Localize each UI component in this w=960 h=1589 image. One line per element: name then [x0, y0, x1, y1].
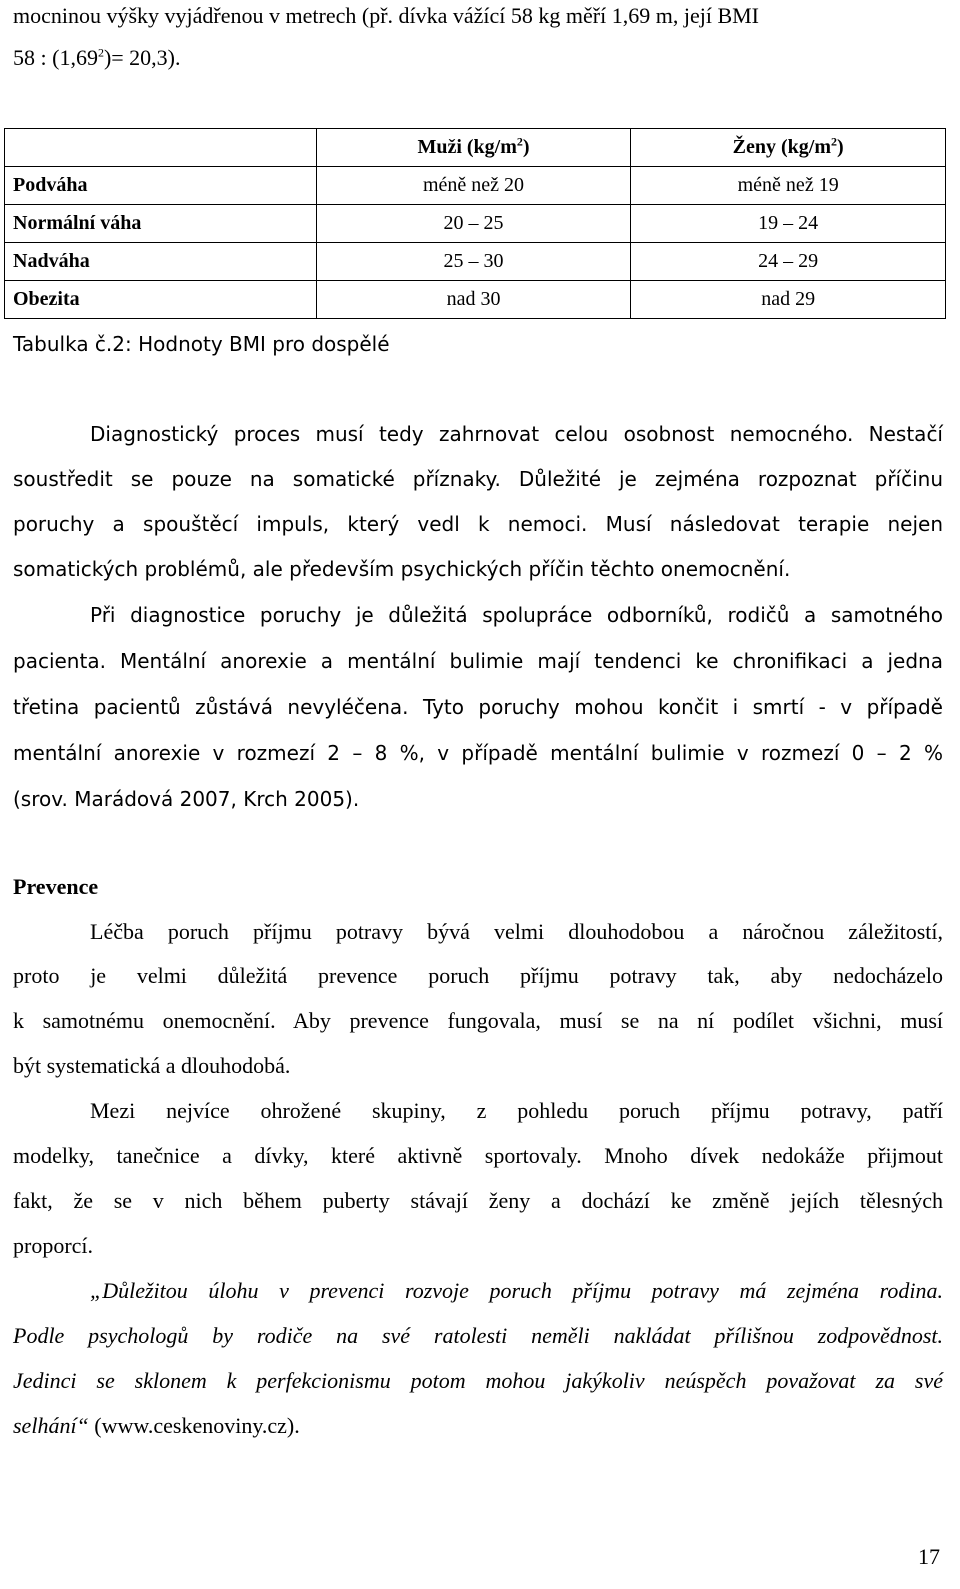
bmi-table [4, 128, 946, 319]
table-row [5, 167, 946, 205]
quote-line-last [13, 1412, 943, 1440]
row-label: Obezita [5, 281, 317, 319]
intro-line-2 [13, 44, 943, 72]
paragraph-line: poruchy a spouštěcí impuls, který vedl k nemoci. Musí následovat terapie nejen [13, 512, 943, 536]
quote-end: selhání“ [13, 1413, 89, 1438]
row-men: 25 – 30 [316, 243, 631, 281]
paragraph-line: soustředit se pouze na somatické příznaky. Důležité je zejména rozpoznat příčinu [13, 467, 943, 491]
table-header-men: Muži $(kg/m^2)$ [316, 129, 631, 167]
intro-line-1: mocninou výšky vyjádřenou v metrech (př. dívka vážící 58 kg měří 1,69 m, její BMI [13, 3, 760, 28]
paragraph-line: somatických problémů, ale především psychických příčin těchto onemocnění. [13, 557, 791, 581]
table-row [5, 205, 946, 243]
row-label: Podváha [5, 167, 317, 205]
paragraph-line: třetina pacientů zůstává nevyléčena. Tyto poruchy mohou končit i smrtí - v případě [13, 695, 943, 719]
table-header-empty [5, 129, 317, 167]
paragraph-line: mentální anorexie v rozmezí 2 – 8 %, v případě mentální bulimie v rozmezí 0 – 2 % [13, 741, 943, 765]
paragraph-line: modelky, tanečnice a dívky, které aktivně sportovaly. Mnoho dívek nedokáže přijmout [13, 1143, 943, 1168]
page-number: 17 [918, 1544, 940, 1569]
paragraph-line: k samotnému onemocnění. Aby prevence fungovala, musí se na ní podílet všichni, musí [13, 1008, 943, 1033]
table-header-women: Ženy $(kg/m^2)$ [631, 129, 946, 167]
intro-superscript: 2 [97, 45, 104, 60]
intro-line-2-b: )= 20,3). [103, 45, 181, 70]
row-men: nad 30 [316, 281, 631, 319]
row-women: 24 – 29 [631, 243, 946, 281]
quote-source: (www.ceskenoviny.cz). [88, 1413, 300, 1438]
row-women: 19 – 24 [631, 205, 946, 243]
paragraph-line: proporcí. [13, 1233, 94, 1258]
row-women: nad 29 [631, 281, 946, 319]
table-row [5, 281, 946, 319]
paragraph-line: proto je velmi důležitá prevence poruch příjmu potravy tak, aby nedocházelo [13, 963, 943, 988]
section-heading: Prevence [13, 874, 99, 899]
row-label: Normální váha [5, 205, 317, 243]
quote-line: „Důležitou úlohu v prevenci rozvoje poruch příjmu potravy má zejména rodina. [90, 1278, 943, 1303]
paragraph-line: fakt, že se v nich během puberty stávají ženy a dochází ke změně jejích tělesných [13, 1188, 943, 1213]
paragraph-line: Mezi nejvíce ohrožené skupiny, z pohledu poruch příjmu potravy, patří [90, 1098, 943, 1123]
table-caption: Tabulka č.2: Hodnoty BMI pro dospělé [13, 332, 390, 356]
quote-line: Podle psychologů by rodiče na své ratolesti neměli nakládat přílišnou zodpovědnost. [13, 1323, 943, 1348]
row-women: méně než 19 [631, 167, 946, 205]
row-men: méně než 20 [316, 167, 631, 205]
paragraph-line: Při diagnostice poruchy je důležitá spolupráce odborníků, rodičů a samotného [90, 603, 943, 627]
intro-line-2-a: 58 : (1,69 [13, 45, 98, 70]
table-row [5, 243, 946, 281]
quote-line: Jedinci se sklonem k perfekcionismu potom mohou jakýkoliv neúspěch považovat za své [13, 1368, 943, 1393]
paragraph-line: být systematická a dlouhodobá. [13, 1053, 291, 1078]
paragraph-line: (srov. Marádová 2007, Krch 2005). [13, 787, 360, 811]
paragraph-line: Léčba poruch příjmu potravy bývá velmi dlouhodobou a náročnou záležitostí, [90, 919, 943, 944]
table-header-row [5, 129, 946, 167]
paragraph-line: pacienta. Mentální anorexie a mentální bulimie mají tendenci ke chronifikaci a jedna [13, 649, 943, 673]
row-men: 20 – 25 [316, 205, 631, 243]
paragraph-line: Diagnostický proces musí tedy zahrnovat celou osobnost nemocného. Nestačí [90, 422, 943, 446]
row-label: Nadváha [5, 243, 317, 281]
